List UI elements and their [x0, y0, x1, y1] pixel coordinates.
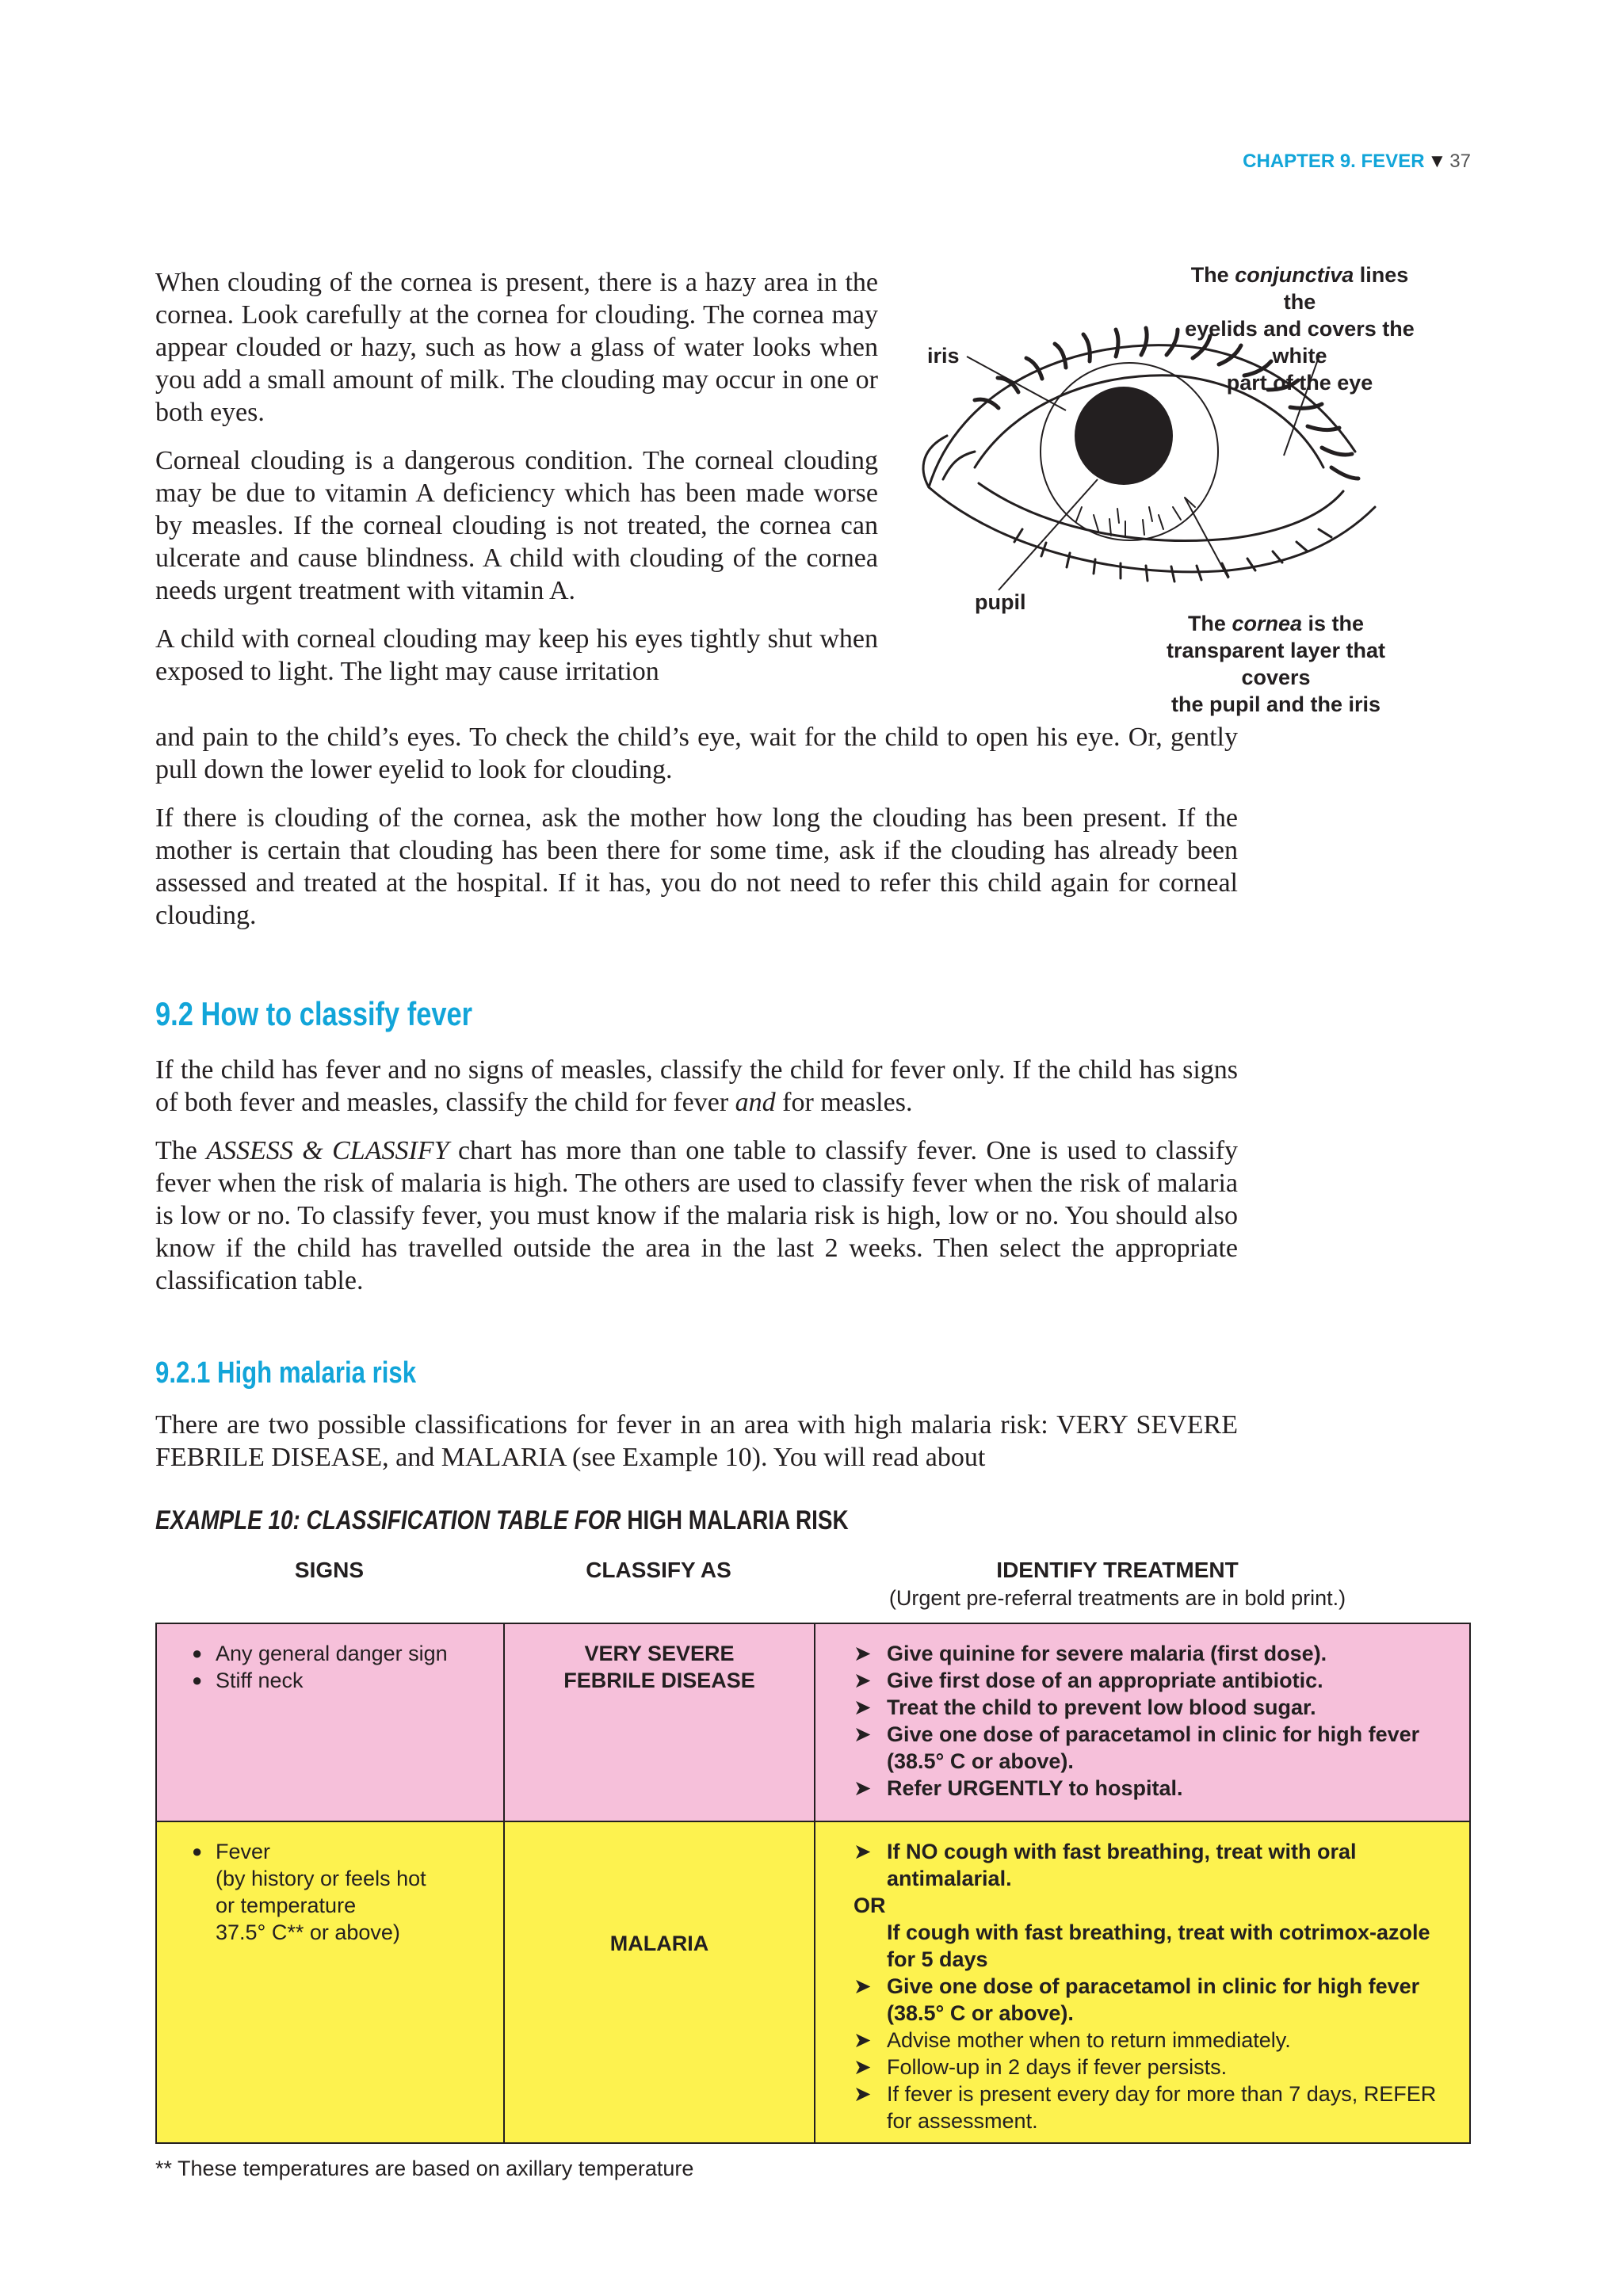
page-number: 37 [1449, 151, 1471, 172]
treatment-item: ➤ Treat the child to prevent low blood sugar. [854, 1694, 1455, 1721]
conjunctiva-label: The conjunctiva lines the eyelids and covers the white part of the eye [1185, 263, 1415, 395]
chapter-title: CHAPTER 9. FEVER [1243, 151, 1425, 172]
signs-cell [157, 1822, 505, 2142]
pupil-label: pupil [975, 590, 1026, 614]
section-9-2-1-body [155, 1409, 1238, 1474]
treatment-item: ➤ Give one dose of paracetamol in clinic for high fever (38.5° C or above). [854, 1973, 1455, 2027]
sign-detail: 37.5° C** or above) [216, 1920, 400, 1944]
classification-line-2: FEBRILE DISEASE [563, 1669, 755, 1692]
column-header-classify: CLASSIFY AS [586, 1558, 731, 1582]
column-header-treatment-note: (Urgent pre-referral treatments are in bold print.) [888, 1586, 1346, 1610]
treatment-item: ➤ Refer URGENTLY to hospital. [854, 1775, 1455, 1802]
running-header [1243, 151, 1471, 173]
section-9-2-paragraph-1: If the child has fever and no signs of measles, classify the child for fever only. If the child has signs of both fever and measles, classify the child for fever and for measles. [155, 1055, 1238, 1117]
sign-item: ● Stiff neck [192, 1667, 503, 1694]
intro-paragraph-3a: A child with corneal clouding may keep his eyes tightly shut when exposed to light. The light may cause irritation [155, 624, 878, 686]
intro-paragraph-1: When clouding of the cornea is present, there is a hazy area in the cornea. Look carefully at the cornea for clouding. The cornea may appear clouded or hazy, such as how a glass of water looks when you add a small amount of milk. The clouding may occur in one or both eyes. [155, 268, 878, 427]
intro-paragraph-4: If there is clouding of the cornea, ask the mother how long the clouding has been present. If the mother is certain that clouding has been there for some time, ask if the clouding has already been assessed and treated at the hospital. If it has, you do not need to refer this child again for corneal clouding. [155, 803, 1238, 930]
treatment-cell [815, 1624, 1471, 1821]
treatment-item: ➤ If fever is present every day for more than 7 days, REFER for assessment. [854, 2081, 1455, 2134]
table-row-very-severe [157, 1624, 1469, 1822]
classification-label: MALARIA [609, 1932, 709, 1955]
section-9-2-heading: 9.2 How to classify fever [155, 995, 473, 1032]
classification-table [155, 1623, 1471, 2144]
treatment-item: ➤ Advise mother when to return immediately. [854, 2027, 1455, 2054]
section-9-2-body [155, 1054, 1238, 1297]
table-footnote: ** These temperatures are based on axillary temperature [155, 2157, 694, 2180]
treatment-cell [815, 1822, 1471, 2142]
triangle-down-icon: ▼ [1427, 151, 1447, 172]
intro-continuation [155, 721, 1238, 932]
sign-detail: (by history or feels hot [216, 1867, 426, 1890]
classification-line-1: VERY SEVERE [584, 1642, 735, 1665]
cornea-label: The cornea is the transparent layer that covers the pupil and the iris [1166, 612, 1386, 716]
signs-cell [157, 1624, 505, 1821]
column-header-signs: SIGNS [294, 1558, 365, 1582]
section-9-2-1-paragraph-1: There are two possible classifications for fever in an area with high malaria risk: VERY SEVERE FEBRILE DISEASE, and MALARIA (see Example 10). You will read about [155, 1410, 1238, 1472]
intro-column [155, 266, 878, 688]
table-row-malaria [157, 1822, 1469, 2142]
treatment-or: OR [854, 1894, 886, 1917]
treatment-item: ➤ If NO cough with fast breathing, treat with oral antimalarial. [854, 1838, 1455, 1892]
section-9-2-paragraph-2: The ASSESS & CLASSIFY chart has more than one table to classify fever. One is used to classify fever when the risk of malaria is high. The others are used to classify fever when the risk of malaria is low or no. To classify fever, you must know if the malaria risk is high, low or no. You should also know if the child has travelled outside the area in the last 2 weeks. Then select the appropriate classification table. [155, 1136, 1239, 1295]
classify-cell [505, 1624, 815, 1821]
treatment-item: ➤ Give one dose of paracetamol in clinic for high fever (38.5° C or above). [854, 1721, 1455, 1775]
iris-label: iris [927, 344, 960, 368]
treatment-alternative: If cough with fast breathing, treat with cotrimox-azole for 5 days [887, 1920, 1430, 1971]
intro-paragraph-3b: and pain to the child’s eyes. To check the child’s eye, wait for the child to open his eye. Or, gently pull down the lower eyelid to look for clouding. [155, 723, 1238, 784]
intro-paragraph-2: Corneal clouding is a dangerous condition. The corneal clouding may be due to vitamin A deficiency which has been made worse by measles. If the corneal clouding is not treated, the cornea can ulcerate and cause blindness. A child with clouding of the cornea needs urgent treatment with vitamin A. [155, 446, 878, 605]
treatment-item: ➤ Follow-up in 2 days if fever persists. [854, 2054, 1455, 2081]
sign-detail: or temperature [216, 1894, 357, 1917]
section-9-2-1-heading: 9.2.1 High malaria risk [155, 1356, 417, 1390]
classify-cell [505, 1822, 815, 2142]
sign-item: ● Any general danger sign [192, 1640, 503, 1667]
column-header-treatment: IDENTIFY TREATMENT [996, 1558, 1239, 1582]
example-title: EXAMPLE 10: CLASSIFICATION TABLE FOR HIGH MALARIA RISK [155, 1505, 849, 1535]
treatment-item: ➤ Give first dose of an appropriate antibiotic. [854, 1667, 1455, 1694]
sign-item: ● Fever [192, 1838, 503, 1865]
treatment-item: ➤ Give quinine for severe malaria (first dose). [854, 1640, 1455, 1667]
